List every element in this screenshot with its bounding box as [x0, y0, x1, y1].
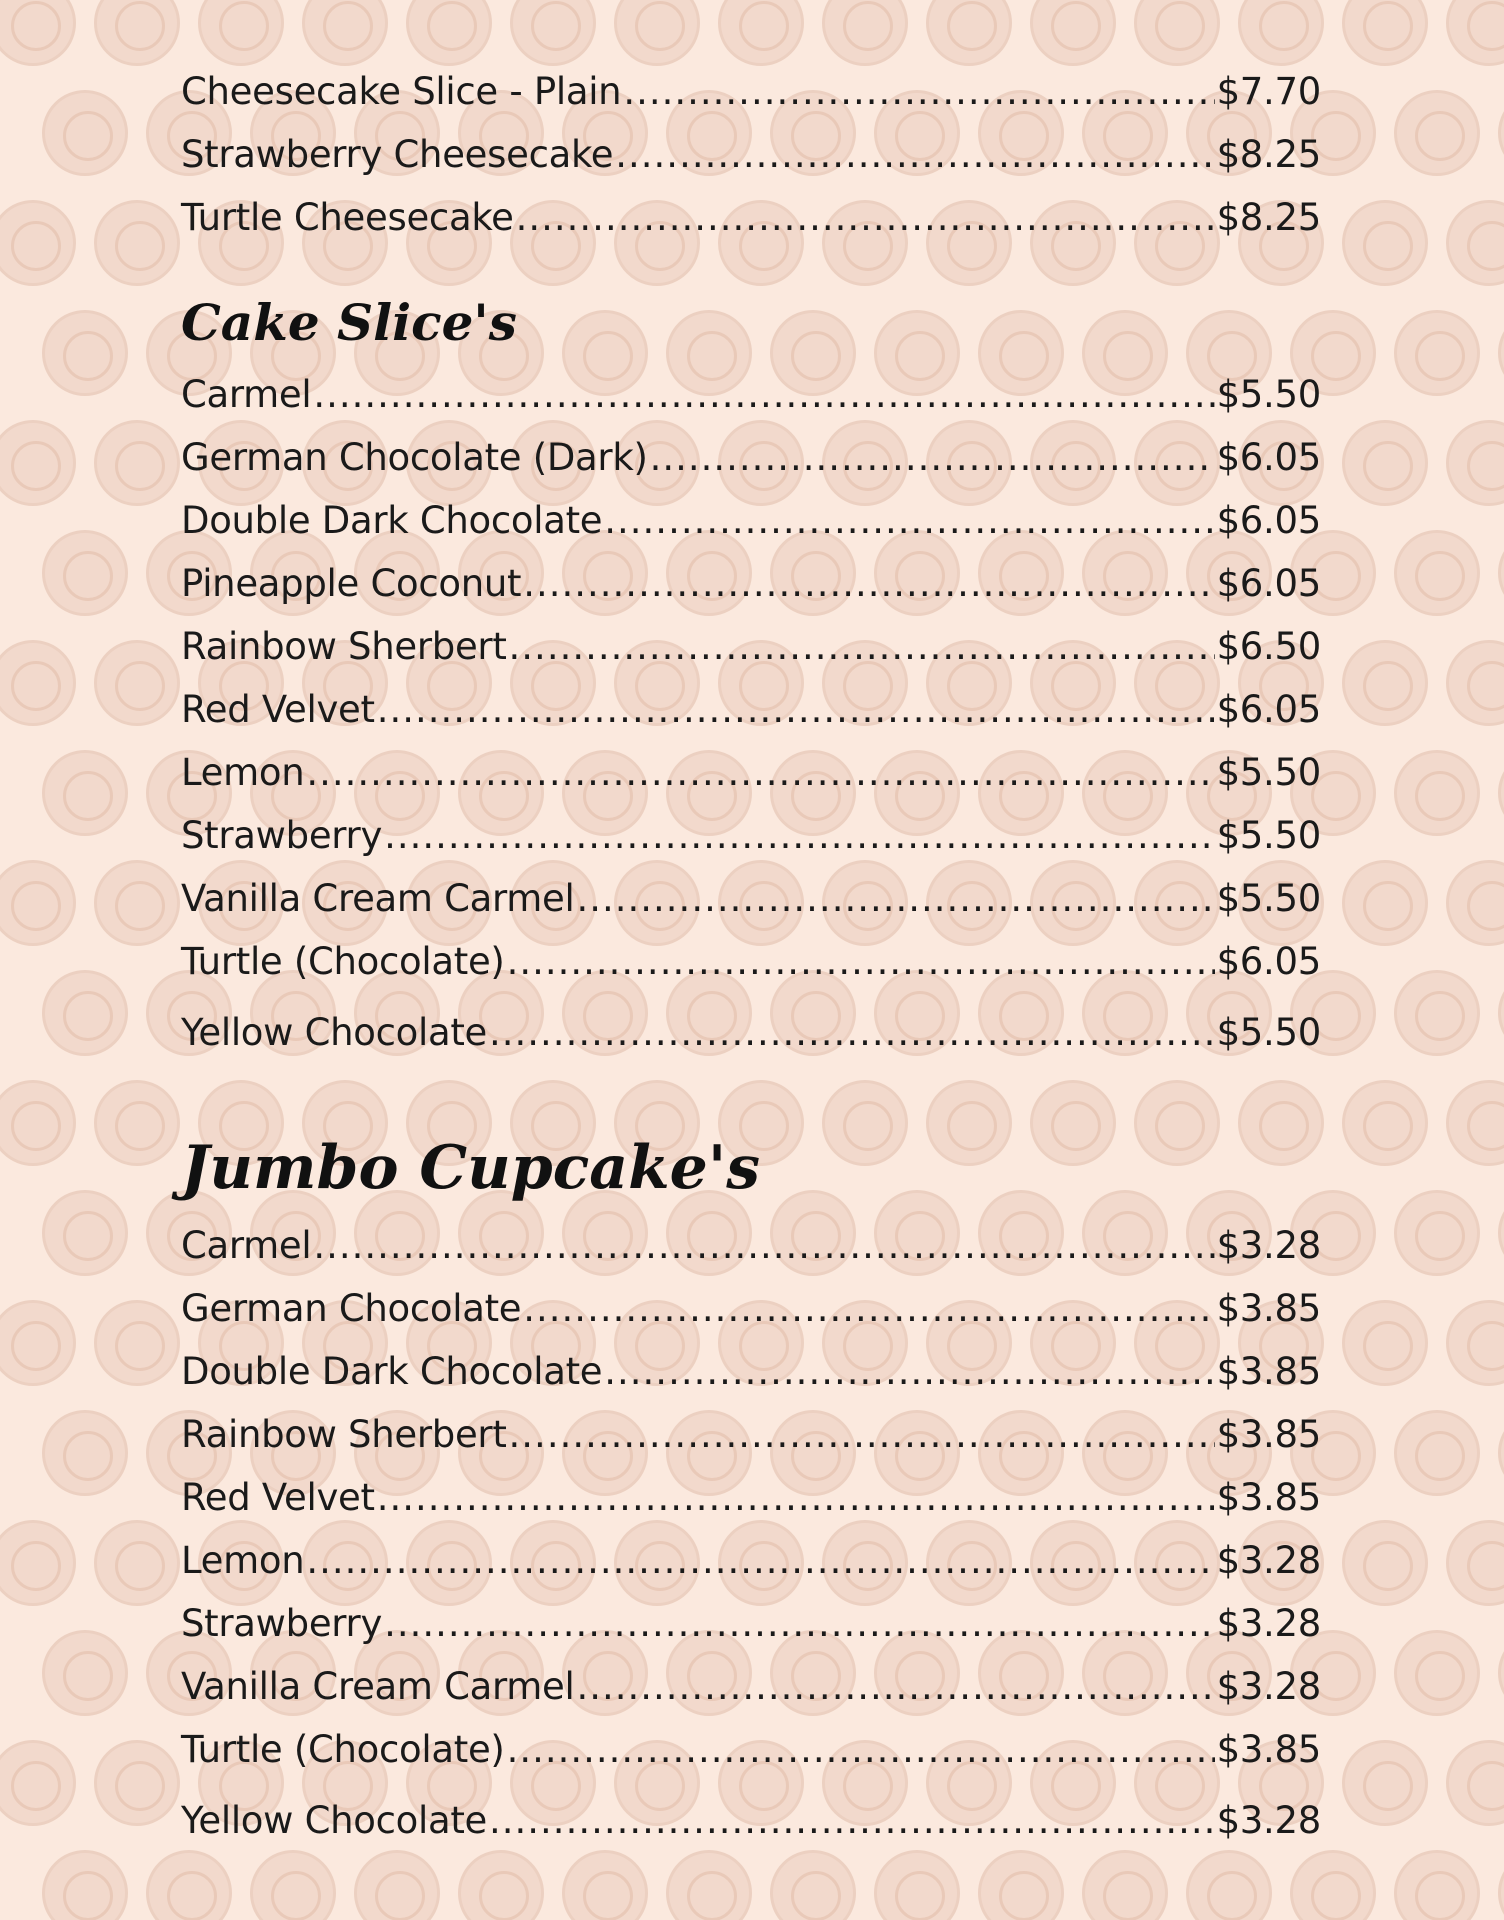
item-price: $7.70: [1216, 70, 1321, 113]
item-name: German Chocolate: [181, 1287, 522, 1330]
row-spacer: [181, 1781, 1321, 1789]
bakery-logo-watermark-icon: [94, 1080, 180, 1166]
menu-item: [181, 1718, 1321, 1781]
item-name: Turtle Cheesecake: [181, 196, 514, 239]
dot-leader: [313, 363, 1214, 426]
item-name: Pineapple Coconut: [181, 562, 522, 605]
bakery-logo-watermark-icon: [1446, 200, 1504, 286]
item-price: $6.05: [1216, 499, 1321, 542]
dot-leader: [650, 426, 1215, 489]
bakery-logo-watermark-icon: [1394, 1630, 1480, 1716]
bakery-logo-watermark-icon: [0, 420, 76, 506]
dot-leader: [377, 1466, 1215, 1529]
item-name: Yellow Chocolate: [181, 1011, 487, 1054]
dot-leader: [576, 1655, 1214, 1718]
bakery-logo-watermark-icon: [874, 1850, 960, 1920]
dot-leader: [516, 186, 1215, 249]
menu-item: [181, 615, 1321, 678]
bakery-logo-watermark-icon: [42, 1410, 128, 1496]
bakery-logo-watermark-icon: [1394, 970, 1480, 1056]
item-name: Rainbow Sherbert: [181, 1413, 507, 1456]
bakery-logo-watermark-icon: [1394, 310, 1480, 396]
bakery-logo-watermark-icon: [94, 1740, 180, 1826]
item-name: Red Velvet: [181, 1476, 375, 1519]
section-jumbo-cupcakes: [181, 1126, 1321, 1852]
item-price: $5.50: [1216, 373, 1321, 416]
bakery-logo-watermark-icon: [42, 1630, 128, 1716]
dot-leader: [313, 1214, 1214, 1277]
item-name: Strawberry Cheesecake: [181, 133, 614, 176]
item-name: Lemon: [181, 1539, 305, 1582]
dot-leader: [576, 867, 1214, 930]
bakery-logo-watermark-icon: [770, 1850, 856, 1920]
menu-item: [181, 426, 1321, 489]
menu-item: [181, 1001, 1321, 1064]
bakery-logo-watermark-icon: [1498, 1190, 1504, 1276]
menu-item: [181, 363, 1321, 426]
item-name: Double Dark Chocolate: [181, 1350, 603, 1393]
menu-item: [181, 186, 1321, 249]
bakery-logo-watermark-icon: [1446, 1520, 1504, 1606]
bakery-logo-watermark-icon: [1342, 200, 1428, 286]
bakery-logo-watermark-icon: [718, 0, 804, 66]
item-price: $8.25: [1216, 196, 1321, 239]
bakery-logo-watermark-icon: [1134, 0, 1220, 66]
bakery-logo-watermark-icon: [1498, 970, 1504, 1056]
item-name: Double Dark Chocolate: [181, 499, 603, 542]
bakery-logo-watermark-icon: [562, 1850, 648, 1920]
dot-leader: [623, 60, 1214, 123]
item-price: $6.05: [1216, 562, 1321, 605]
item-price: $6.05: [1216, 436, 1321, 479]
dot-leader: [523, 1277, 1214, 1340]
dot-leader: [509, 1403, 1215, 1466]
item-price: $3.85: [1216, 1413, 1321, 1456]
menu-item: [181, 1789, 1321, 1852]
menu-item: [181, 1592, 1321, 1655]
bakery-logo-watermark-icon: [1394, 1850, 1480, 1920]
bakery-logo-watermark-icon: [1498, 90, 1504, 176]
bakery-logo-watermark-icon: [1342, 860, 1428, 946]
section-cake-slices: [181, 291, 1321, 1064]
item-price: $3.28: [1216, 1665, 1321, 1708]
bakery-logo-watermark-icon: [94, 1300, 180, 1386]
bakery-logo-watermark-icon: [42, 1850, 128, 1920]
menu-item: [181, 804, 1321, 867]
bakery-logo-watermark-icon: [94, 0, 180, 66]
item-price: $3.85: [1216, 1728, 1321, 1771]
bakery-logo-watermark-icon: [1186, 1850, 1272, 1920]
bakery-logo-watermark-icon: [406, 0, 492, 66]
dot-leader: [384, 1592, 1215, 1655]
bakery-logo-watermark-icon: [42, 970, 128, 1056]
item-price: $3.85: [1216, 1350, 1321, 1393]
bakery-logo-watermark-icon: [0, 1300, 76, 1386]
bakery-logo-watermark-icon: [1446, 1300, 1504, 1386]
item-price: $6.50: [1216, 625, 1321, 668]
menu-item: [181, 489, 1321, 552]
dot-leader: [489, 1001, 1215, 1064]
menu-item: [181, 1277, 1321, 1340]
menu-item: [181, 867, 1321, 930]
dot-leader: [306, 741, 1214, 804]
item-price: $5.50: [1216, 814, 1321, 857]
menu-item: [181, 1655, 1321, 1718]
bakery-logo-watermark-icon: [302, 0, 388, 66]
item-name: Turtle (Chocolate): [181, 940, 505, 983]
menu-item: [181, 60, 1321, 123]
menu-item: [181, 123, 1321, 186]
bakery-logo-watermark-icon: [0, 200, 76, 286]
bakery-logo-watermark-icon: [1498, 310, 1504, 396]
dot-leader: [604, 489, 1214, 552]
bakery-logo-watermark-icon: [42, 90, 128, 176]
item-price: $8.25: [1216, 133, 1321, 176]
bakery-logo-watermark-icon: [198, 0, 284, 66]
bakery-logo-watermark-icon: [0, 0, 76, 66]
menu-item: [181, 930, 1321, 993]
menu-item: [181, 1466, 1321, 1529]
menu-item: [181, 1529, 1321, 1592]
item-price: $3.85: [1216, 1476, 1321, 1519]
bakery-logo-watermark-icon: [1498, 530, 1504, 616]
bakery-logo-watermark-icon: [978, 1850, 1064, 1920]
bakery-logo-watermark-icon: [1394, 750, 1480, 836]
bakery-logo-watermark-icon: [1498, 1410, 1504, 1496]
dot-leader: [507, 930, 1215, 993]
bakery-logo-watermark-icon: [1290, 1850, 1376, 1920]
item-name: Strawberry: [181, 814, 383, 857]
bakery-logo-watermark-icon: [1446, 420, 1504, 506]
bakery-logo-watermark-icon: [1498, 1630, 1504, 1716]
section-heading: Jumbo Cupcake's: [181, 1133, 760, 1203]
dot-leader: [306, 1529, 1214, 1592]
bakery-logo-watermark-icon: [1082, 1850, 1168, 1920]
bakery-logo-watermark-icon: [614, 0, 700, 66]
item-name: Vanilla Cream Carmel: [181, 877, 575, 920]
bakery-logo-watermark-icon: [1342, 640, 1428, 726]
item-price: $6.05: [1216, 940, 1321, 983]
dot-leader: [615, 123, 1214, 186]
dot-leader: [489, 1789, 1215, 1852]
item-name: Carmel: [181, 1224, 312, 1267]
bakery-logo-watermark-icon: [1030, 0, 1116, 66]
bakery-logo-watermark-icon: [822, 0, 908, 66]
menu-page: [181, 60, 1321, 1852]
bakery-logo-watermark-icon: [146, 1850, 232, 1920]
item-price: $5.50: [1216, 877, 1321, 920]
bakery-logo-watermark-icon: [1498, 1850, 1504, 1920]
bakery-logo-watermark-icon: [42, 530, 128, 616]
bakery-logo-watermark-icon: [1342, 1300, 1428, 1386]
bakery-logo-watermark-icon: [1342, 1520, 1428, 1606]
bakery-logo-watermark-icon: [1342, 1740, 1428, 1826]
bakery-logo-watermark-icon: [1342, 0, 1428, 66]
bakery-logo-watermark-icon: [94, 860, 180, 946]
dot-leader: [377, 678, 1215, 741]
item-name: Yellow Chocolate: [181, 1799, 487, 1842]
bakery-logo-watermark-icon: [1394, 90, 1480, 176]
item-price: $3.28: [1216, 1224, 1321, 1267]
menu-item: [181, 1403, 1321, 1466]
bakery-logo-watermark-icon: [1238, 0, 1324, 66]
bakery-logo-watermark-icon: [0, 1520, 76, 1606]
menu-item: [181, 741, 1321, 804]
item-name: Turtle (Chocolate): [181, 1728, 505, 1771]
item-price: $3.28: [1216, 1602, 1321, 1645]
bakery-logo-watermark-icon: [94, 640, 180, 726]
bakery-logo-watermark-icon: [1394, 1190, 1480, 1276]
bakery-logo-watermark-icon: [458, 1850, 544, 1920]
dot-leader: [604, 1340, 1214, 1403]
item-name: Vanilla Cream Carmel: [181, 1665, 575, 1708]
item-name: Strawberry: [181, 1602, 383, 1645]
bakery-logo-watermark-icon: [1446, 860, 1504, 946]
bakery-logo-watermark-icon: [926, 0, 1012, 66]
item-price: $3.28: [1216, 1539, 1321, 1582]
dot-leader: [507, 1718, 1215, 1781]
bakery-logo-watermark-icon: [250, 1850, 336, 1920]
bakery-logo-watermark-icon: [94, 200, 180, 286]
item-name: Red Velvet: [181, 688, 375, 731]
item-price: $3.28: [1216, 1799, 1321, 1842]
bakery-logo-watermark-icon: [42, 310, 128, 396]
item-name: Rainbow Sherbert: [181, 625, 507, 668]
item-price: $3.85: [1216, 1287, 1321, 1330]
bakery-logo-watermark-icon: [0, 860, 76, 946]
bakery-logo-watermark-icon: [1446, 640, 1504, 726]
bakery-logo-watermark-icon: [0, 1740, 76, 1826]
bakery-logo-watermark-icon: [94, 1520, 180, 1606]
bakery-logo-watermark-icon: [1446, 1740, 1504, 1826]
row-spacer: [181, 993, 1321, 1001]
bakery-logo-watermark-icon: [42, 750, 128, 836]
dot-leader: [384, 804, 1215, 867]
bakery-logo-watermark-icon: [94, 420, 180, 506]
section-heading: Cake Slice's: [181, 293, 517, 352]
menu-item: [181, 552, 1321, 615]
item-price: $5.50: [1216, 1011, 1321, 1054]
item-price: $5.50: [1216, 751, 1321, 794]
bakery-logo-watermark-icon: [1446, 1080, 1504, 1166]
bakery-logo-watermark-icon: [1394, 1410, 1480, 1496]
bakery-logo-watermark-icon: [1394, 530, 1480, 616]
item-name: Lemon: [181, 751, 305, 794]
menu-item: [181, 1214, 1321, 1277]
bakery-logo-watermark-icon: [42, 1190, 128, 1276]
menu-item: [181, 678, 1321, 741]
bakery-logo-watermark-icon: [1342, 420, 1428, 506]
item-name: Cheesecake Slice - Plain: [181, 70, 622, 113]
bakery-logo-watermark-icon: [1498, 750, 1504, 836]
section-cheesecakes: [181, 60, 1321, 249]
bakery-logo-watermark-icon: [1342, 1080, 1428, 1166]
bakery-logo-watermark-icon: [0, 640, 76, 726]
bakery-logo-watermark-icon: [666, 1850, 752, 1920]
bakery-logo-watermark-icon: [510, 0, 596, 66]
bakery-logo-watermark-icon: [354, 1850, 440, 1920]
dot-leader: [509, 615, 1215, 678]
item-name: German Chocolate (Dark): [181, 436, 648, 479]
menu-item: [181, 1340, 1321, 1403]
item-price: $6.05: [1216, 688, 1321, 731]
bakery-logo-watermark-icon: [1446, 0, 1504, 66]
bakery-logo-watermark-icon: [0, 1080, 76, 1166]
dot-leader: [523, 552, 1214, 615]
item-name: Carmel: [181, 373, 312, 416]
